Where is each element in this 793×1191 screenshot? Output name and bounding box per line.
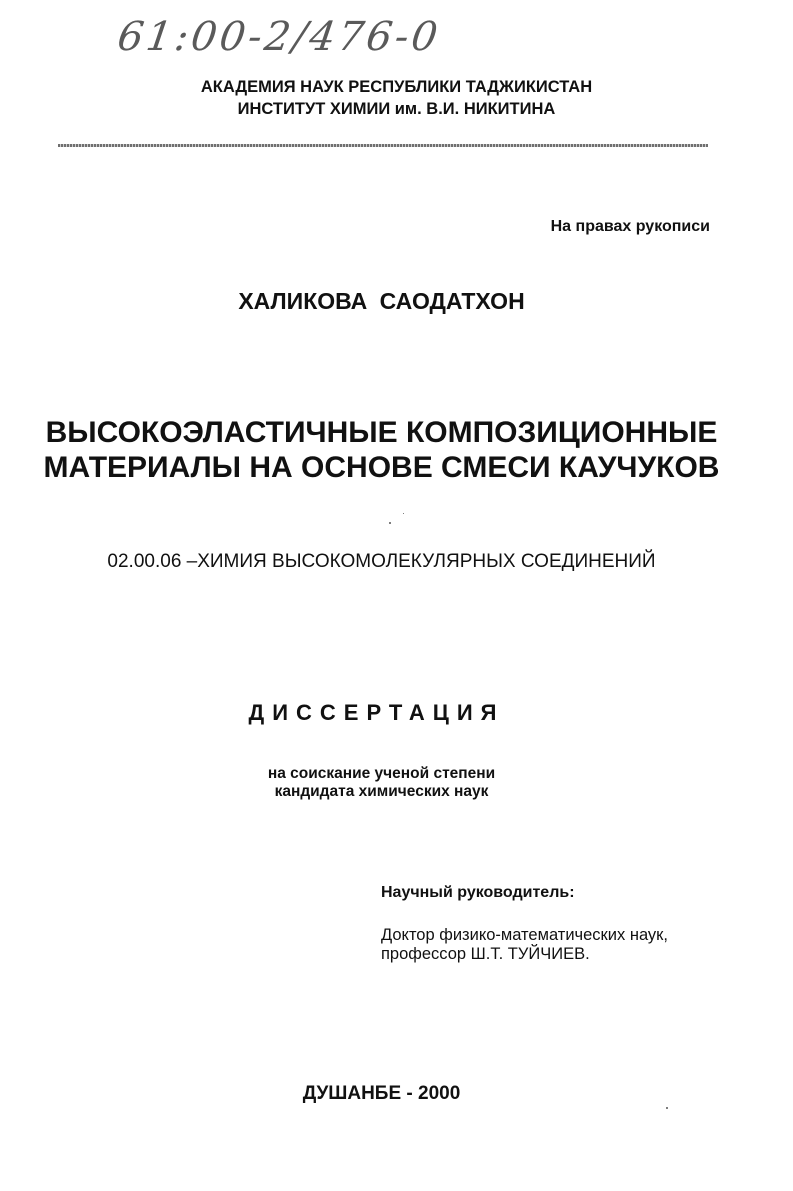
- scan-speck: [403, 513, 404, 514]
- header-divider: [58, 144, 708, 147]
- supervisor-degree: Доктор физико-математических наук,: [381, 926, 668, 944]
- document-type: ДИССЕРТАЦИЯ: [248, 700, 505, 725]
- academy-name: АКАДЕМИЯ НАУК РЕСПУБЛИКИ ТАДЖИКИСТАН: [200, 78, 593, 96]
- supervisor-name: профессор Ш.Т. ТУЙЧИЕВ.: [381, 945, 590, 963]
- thesis-title-line-2: МАТЕРИАЛЫ НА ОСНОВЕ СМЕСИ КАУЧУКОВ: [43, 451, 720, 484]
- scan-speck: [389, 522, 391, 524]
- author-name: ХАЛИКОВА САОДАТХОН: [238, 288, 525, 314]
- degree-line-2: кандидата химических наук: [274, 783, 489, 800]
- specialty-code: 02.00.06 –ХИМИЯ ВЫСОКОМОЛЕКУЛЯРНЫХ СОЕДИНЕНИЙ: [107, 551, 656, 572]
- rights-note: На правах рукописи: [550, 218, 710, 235]
- place-and-year: ДУШАНБЕ - 2000: [302, 1083, 461, 1104]
- handwritten-archive-code: 61:00-2/476-0: [114, 14, 444, 60]
- thesis-title-line-1: ВЫСОКОЭЛАСТИЧНЫЕ КОМПОЗИЦИОННЫЕ: [45, 416, 718, 449]
- supervisor-label: Научный руководитель:: [381, 884, 575, 901]
- scan-speck: [666, 1107, 668, 1109]
- degree-line-1: на соискание ученой степени: [267, 765, 496, 782]
- institute-name: ИНСТИТУТ ХИМИИ им. В.И. НИКИТИНА: [237, 100, 556, 118]
